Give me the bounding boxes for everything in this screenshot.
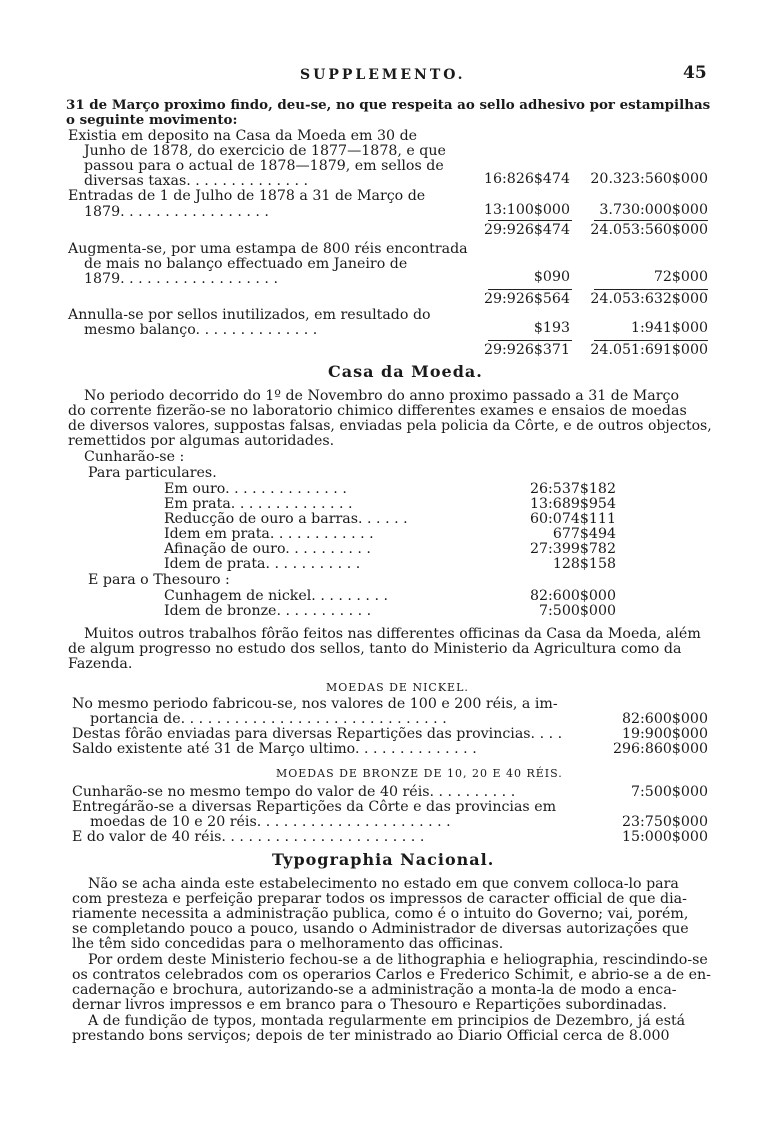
annulla-value-a: $193 <box>533 320 570 336</box>
intro-line: o seguinte movimento: <box>66 112 238 128</box>
bronze-line: E do valor de 40 réis. . . . . . . . . . . . . . . . . . . . . . . <box>72 829 425 845</box>
existia-line: passou para o actual de 1878—1879, em sellos de <box>84 158 444 174</box>
entradas-line: Entradas de 1 de Julho de 1878 a 31 de Março de <box>68 188 426 204</box>
list-item-value: 13:689$954 <box>529 496 616 512</box>
subheading-bronze: MOEDAS DE BRONZE DE 10, 20 E 40 RÉIS. <box>276 767 563 780</box>
nickel-value: 296:860$000 <box>612 741 708 757</box>
paragraph-line: de diversos valores, suppostas falsas, enviadas pela policia da Côrte, e de outros objectos, <box>68 418 712 434</box>
paragraph-line: Não se acha ainda este estabelecimento no estado em que convem colloca-lo para <box>88 876 679 892</box>
existia-value-b: 20.323:560$000 <box>590 171 708 187</box>
augmenta-line: de mais no balanço effectuado em Janeiro de <box>84 256 408 272</box>
bronze-line: Entregárão-se a diversas Repartições da Côrte e das provincias em <box>72 799 557 815</box>
nickel-line: No mesmo periodo fabricou-se, nos valores de 100 e 200 réis, a im- <box>72 696 558 712</box>
augmenta-value-b: 72$000 <box>653 269 708 285</box>
augmenta-line: 1879. . . . . . . . . . . . . . . . . . <box>84 271 278 287</box>
particulares-label: Para particulares. <box>88 465 217 481</box>
entradas-value-a: 13:100$000 <box>483 202 570 218</box>
entradas-line: 1879. . . . . . . . . . . . . . . . . <box>84 204 269 220</box>
bronze-value: 23:750$000 <box>621 814 708 830</box>
list-item-label: Afinação de ouro. . . . . . . . . . <box>164 541 371 557</box>
sum-rule <box>594 340 708 341</box>
paragraph-line: cadernação e brochura, autorizando-se a administração a monta-la de modo a enca- <box>72 982 677 998</box>
paragraph-line: com presteza e perfeição preparar todos os impressos de caracter official de que dia- <box>72 891 687 907</box>
nickel-value: 19:900$000 <box>621 726 708 742</box>
existia-line: diversas taxas. . . . . . . . . . . . . . <box>84 173 309 189</box>
existia-line: Existia em deposito na Casa da Moeda em 30 de <box>68 128 418 144</box>
paragraph-line: Fazenda. <box>68 656 133 672</box>
sum-rule <box>594 289 708 290</box>
total2-value-b: 24.053:632$000 <box>590 291 708 307</box>
section-heading-typographia: Typographia Nacional. <box>272 850 495 869</box>
nickel-line: Destas fôrão enviadas para diversas Repartições das provincias. . . . <box>72 726 563 742</box>
paragraph-line: de algum progresso no estudo dos sellos, tanto do Ministerio da Agricultura como da <box>68 641 682 657</box>
bronze-line: moedas de 10 e 20 réis. . . . . . . . . . . . . . . . . . . . . . <box>90 814 451 830</box>
nickel-line: portancia de. . . . . . . . . . . . . . . . . . . . . . . . . . . . . . <box>90 711 447 727</box>
annulla-value-b: 1:941$000 <box>631 320 708 336</box>
entradas-value-b: 3.730:000$000 <box>599 202 708 218</box>
section-heading-casa-moeda: Casa da Moeda. <box>328 362 483 381</box>
sum-rule <box>488 289 572 290</box>
paragraph-line: riamente necessita a administração publica, como é o intuito do Governo; vai, porém, <box>72 906 689 922</box>
list-item-value: 27:399$782 <box>529 541 616 557</box>
list-item-value: 677$494 <box>552 526 616 542</box>
list-item-value: 128$158 <box>552 556 616 572</box>
list-item-value: 7:500$000 <box>539 603 616 619</box>
existia-line: Junho de 1878, do exercicio de 1877—1878, e que <box>84 143 446 159</box>
paragraph-line: do corrente fizerão-se no laboratorio chimico differentes exames e ensaios de moedas <box>68 403 687 419</box>
paragraph-line: os contratos celebrados com os operarios Carlos e Frederico Schimit, e abrio-se a de en- <box>72 967 711 983</box>
augmenta-value-a: $090 <box>533 269 570 285</box>
sum-rule <box>488 340 572 341</box>
paragraph-line: se completando pouco a pouco, usando o Administrador de diversas autorizações que <box>72 921 689 937</box>
paragraph-line: A de fundição de typos, montada regularmente em principios de Dezembro, já está <box>88 1013 686 1029</box>
bronze-value: 7:500$000 <box>631 784 708 800</box>
total3-value-a: 29:926$371 <box>483 342 570 358</box>
existia-value-a: 16:826$474 <box>483 171 570 187</box>
bronze-line: Cunharão-se no mesmo tempo do valor de 40 réis. . . . . . . . . . <box>72 784 516 800</box>
paragraph-line: lhe têm sido concedidas para o melhoramento das officinas. <box>72 936 504 952</box>
list-item-value: 26:537$182 <box>529 481 616 497</box>
paragraph-line: No periodo decorrido do 1º de Novembro do anno proximo passado a 31 de Março <box>84 388 680 404</box>
subheading-nickel: MOEDAS DE NICKEL. <box>326 681 469 694</box>
nickel-line: Saldo existente até 31 de Março ultimo. . . . . . . . . . . . . . <box>72 741 477 757</box>
page-number: 45 <box>683 63 707 83</box>
paragraph-line: Muitos outros trabalhos fôrão feitos nas differentes officinas da Casa da Moeda, além <box>84 626 701 642</box>
list-item-value: 82:600$000 <box>529 588 616 604</box>
list-item-label: Idem de bronze. . . . . . . . . . . <box>164 603 372 619</box>
total2-value-a: 29:926$564 <box>483 291 570 307</box>
list-item-label: Em prata. . . . . . . . . . . . . . <box>164 496 353 512</box>
list-item-label: Idem em prata. . . . . . . . . . . . <box>164 526 374 542</box>
list-item-label: Cunhagem de nickel. . . . . . . . . <box>164 588 388 604</box>
thesouro-label: E para o Thesouro : <box>88 572 230 588</box>
cunharao-label: Cunharão-se : <box>84 449 185 465</box>
annulla-line: mesmo balanço. . . . . . . . . . . . . . <box>84 322 318 338</box>
intro-line: 31 de Março proximo findo, deu-se, no que respeita ao sello adhesivo por estampilhas <box>66 97 711 113</box>
paragraph-line: dernar livros impressos e em branco para o Thesouro e Repartições subordinadas. <box>72 997 667 1013</box>
bronze-value: 15:000$000 <box>621 829 708 845</box>
paragraph-line: Por ordem deste Ministerio fechou-se a de lithographia e heliographia, rescindindo-se <box>88 952 708 968</box>
nickel-value: 82:600$000 <box>621 711 708 727</box>
list-item-label: Reducção de ouro a barras. . . . . . <box>164 511 408 527</box>
augmenta-line: Augmenta-se, por uma estampa de 800 réis encontrada <box>68 241 468 257</box>
annulla-line: Annulla-se por sellos inutilizados, em resultado do <box>68 307 431 323</box>
paragraph-line: prestando bons serviços; depois de ter ministrado ao Diario Official cerca de 8.000 <box>72 1028 670 1044</box>
list-item-label: Idem de prata. . . . . . . . . . . <box>164 556 361 572</box>
paragraph-line: remettidos por algumas autoridades. <box>68 433 335 449</box>
total3-value-b: 24.051:691$000 <box>590 342 708 358</box>
total1-value-b: 24.053:560$000 <box>590 222 708 238</box>
total1-value-a: 29:926$474 <box>483 222 570 238</box>
sum-rule <box>594 220 708 221</box>
page-header-title: SUPPLEMENTO. <box>300 67 466 83</box>
list-item-label: Em ouro. . . . . . . . . . . . . . <box>164 481 347 497</box>
list-item-value: 60:074$111 <box>529 511 616 527</box>
sum-rule <box>488 220 572 221</box>
